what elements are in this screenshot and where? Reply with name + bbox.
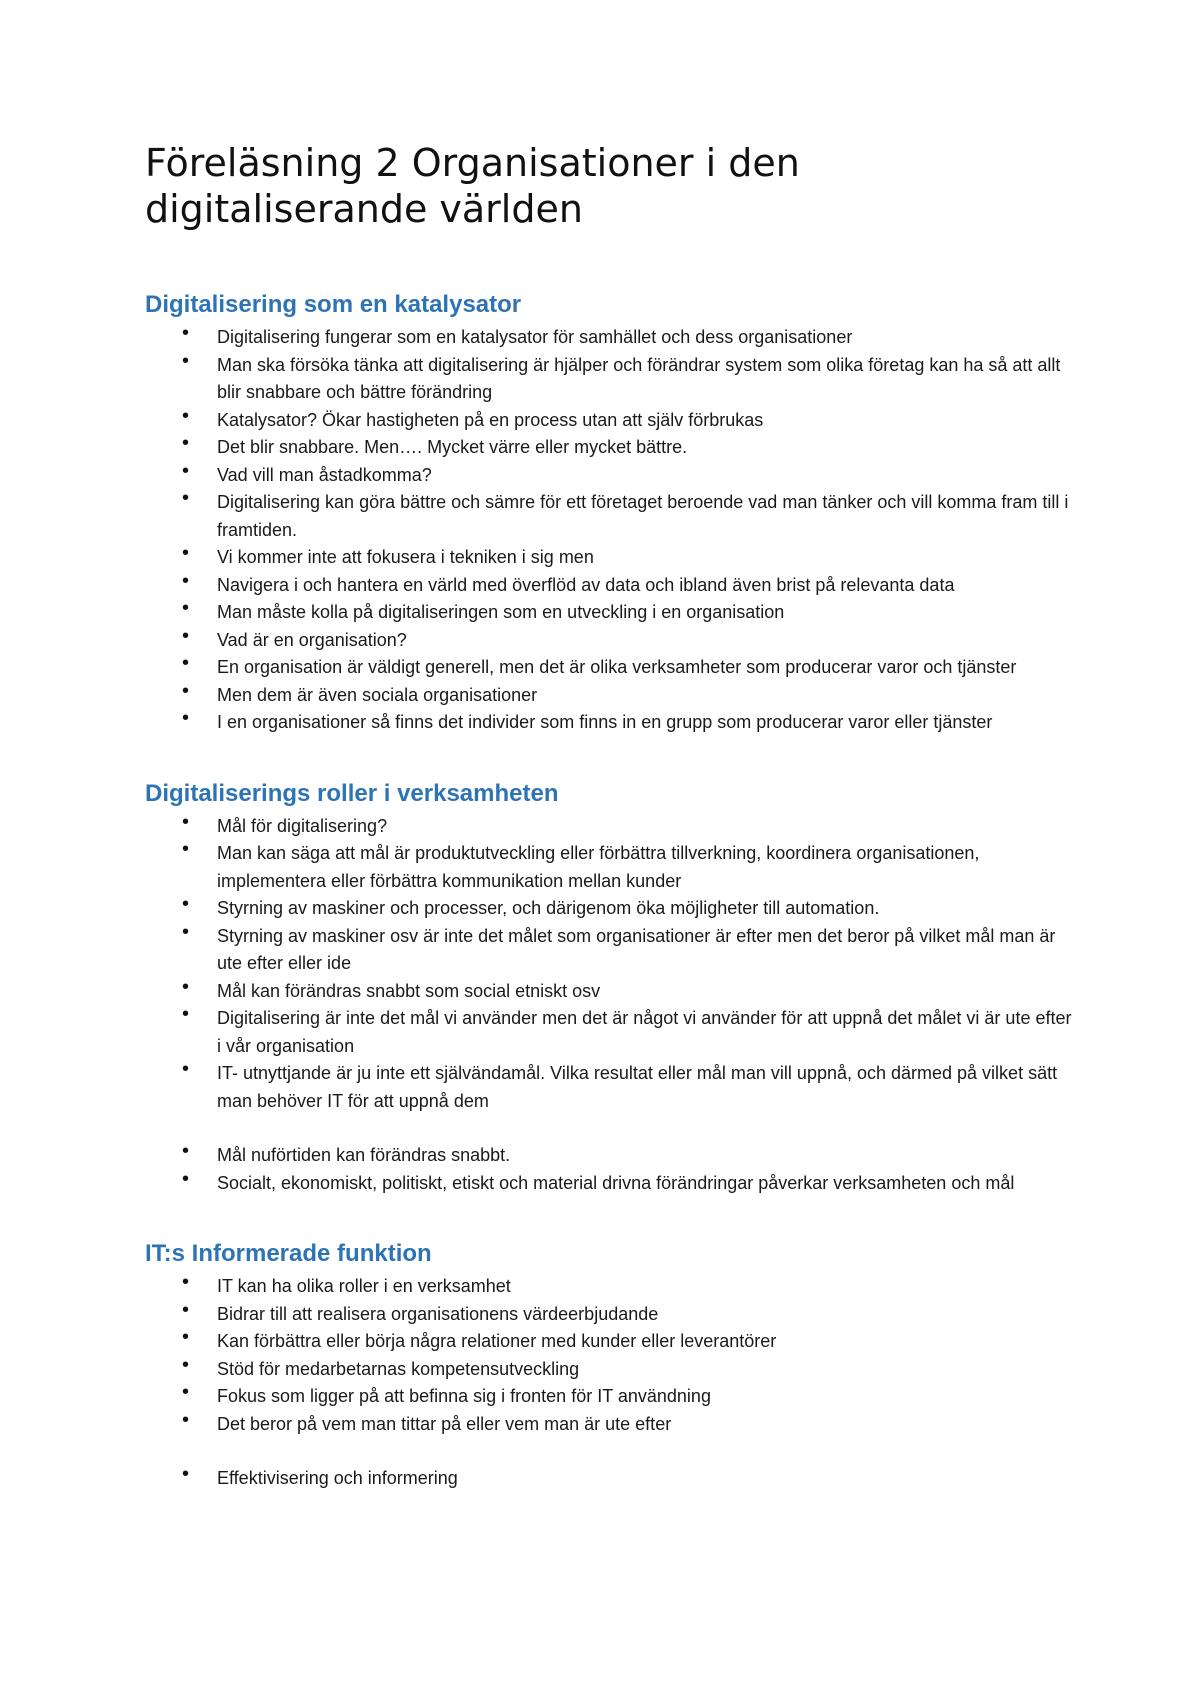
list-item: • Mål nuförtiden kan förändras snabbt. [145, 1142, 1080, 1170]
bullet-list-katalysator [145, 324, 1080, 737]
list-item: • Vad vill man åstadkomma? [145, 462, 1080, 490]
list-item: • Stöd för medarbetarnas kompetensutveckling [145, 1356, 1080, 1384]
section-heading-roller: Digitaliserings roller i verksamheten [145, 779, 559, 807]
list-item: • Kan förbättra eller börja några relationer med kunder eller leverantörer [145, 1328, 1080, 1356]
list-item: • Digitalisering fungerar som en katalysator för samhället och dess organisationer [145, 324, 1080, 352]
bullet-list-it-funktion [145, 1273, 1080, 1493]
list-item: • Katalysator? Ökar hastigheten på en process utan att själv förbrukas [145, 407, 1080, 435]
list-item: • Effektivisering och informering [145, 1465, 1080, 1493]
list-item: • Man ska försöka tänka att digitalisering är hjälper och förändrar system som olika företag kan ha så att allt blir snabbare och bättre förändring [145, 352, 1080, 407]
list-item: • En organisation är väldigt generell, men det är olika verksamheter som producerar varor och tjänster [145, 654, 1080, 682]
section-heading-katalysator: Digitalisering som en katalysator [145, 291, 522, 318]
list-item: • Digitalisering är inte det mål vi använder men det är något vi använder för att uppnå det målet vi är ute efter i vår organisation [145, 1005, 1080, 1060]
list-item: • Socialt, ekonomiskt, politiskt, etiskt och material drivna förändringar påverkar verksamheten och mål [145, 1170, 1080, 1198]
list-item: • I en organisationer så finns det individer som finns in en grupp som producerar varor eller tjänster [145, 709, 1080, 737]
list-item: • Det beror på vem man tittar på eller vem man är ute efter [145, 1411, 1080, 1439]
list-item: • IT kan ha olika roller i en verksamhet [145, 1273, 1080, 1301]
list-item: • Man kan säga att mål är produktutveckling eller förbättra tillverkning, koordinera organisationen, implementera eller förbättra kommunikation mellan kunder [145, 840, 1080, 895]
list-item: • Styrning av maskiner och processer, och därigenom öka möjligheter till automation. [145, 895, 1080, 923]
list-item: • Man måste kolla på digitaliseringen som en utveckling i en organisation [145, 599, 1080, 627]
list-item: • IT- utnyttjande är ju inte ett självändamål. Vilka resultat eller mål man vill uppnå, och därmed på vilket sätt man behöver IT för att uppnå dem [145, 1060, 1080, 1115]
section-heading-it-funktion: IT:s Informerade funktion [145, 1240, 432, 1267]
list-item: • Bidrar till att realisera organisationens värdeerbjudande [145, 1301, 1080, 1329]
list-item: • Vad är en organisation? [145, 627, 1080, 655]
document-title: Föreläsning 2 Organisationer i den digitaliserande världen [145, 141, 800, 231]
list-item: • Digitalisering kan göra bättre och sämre för ett företaget beroende vad man tänker och vill komma fram till i framtiden. [145, 489, 1080, 544]
list-item: • Men dem är även sociala organisationer [145, 682, 1080, 710]
list-item: • Navigera i och hantera en värld med överflöd av data och ibland även brist på relevanta data [145, 572, 1080, 600]
list-item: • Vi kommer inte att fokusera i tekniken i sig men [145, 544, 1080, 572]
list-item: • Fokus som ligger på att befinna sig i fronten för IT användning [145, 1383, 1080, 1411]
bullet-list-roller [145, 813, 1080, 1198]
list-item: • Mål kan förändras snabbt som social etniskt osv [145, 978, 1080, 1006]
list-item: • Mål för digitalisering? [145, 813, 1080, 841]
list-item: • Styrning av maskiner osv är inte det målet som organisationer är efter men det beror på vilket mål man är ute efter eller ide [145, 923, 1080, 978]
list-item: • Det blir snabbare. Men…. Mycket värre eller mycket bättre. [145, 434, 1080, 462]
